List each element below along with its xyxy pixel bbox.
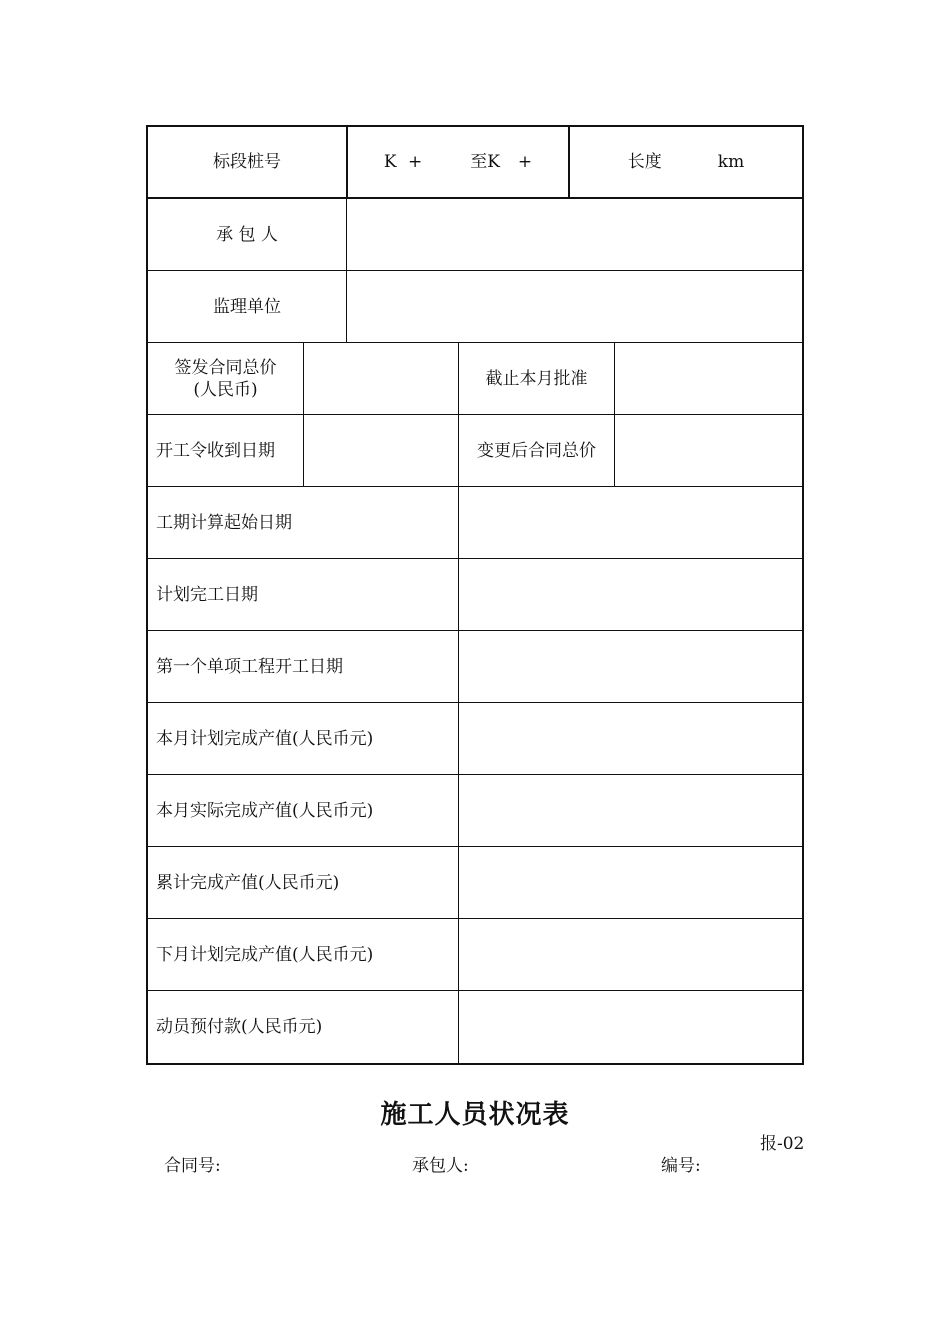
row-value-field[interactable] — [458, 847, 802, 918]
row-label: 工期计算起始日期 — [156, 512, 292, 533]
table-row — [148, 631, 802, 703]
supervisor-field[interactable] — [346, 271, 802, 342]
supervisor-row — [148, 271, 802, 343]
row-value-field[interactable] — [458, 487, 802, 558]
length-unit: km — [717, 152, 745, 172]
section-title: 施工人员状况表 — [380, 1100, 570, 1130]
start-order-date-label: 开工令收到日期 — [156, 440, 275, 461]
contractor-field[interactable] — [346, 199, 802, 270]
station-from: K + — [383, 152, 423, 172]
supervisor-label: 监理单位 — [213, 296, 281, 317]
row-value-field[interactable] — [458, 631, 802, 702]
length-field[interactable] — [568, 127, 802, 197]
row-label: 下月计划完成产值(人民币元) — [156, 944, 374, 965]
contractor-row — [148, 199, 802, 271]
changed-contract-price-field[interactable] — [614, 415, 802, 486]
table-row — [148, 991, 802, 1063]
start-order-date-field[interactable] — [303, 415, 458, 486]
approved-to-month-label: 截止本月批准 — [458, 343, 614, 414]
table-row — [148, 775, 802, 847]
contractor-label-footer: 承包人: — [412, 1156, 469, 1176]
approved-to-month-field[interactable] — [614, 343, 802, 414]
report-form-table — [146, 125, 804, 1065]
row-value-field[interactable] — [458, 919, 802, 990]
row-value-field[interactable] — [458, 775, 802, 846]
row-label: 本月计划完成产值(人民币元) — [156, 728, 374, 749]
row-label: 累计完成产值(人民币元) — [156, 872, 340, 893]
contract-price-label-line1: 签发合同总价 — [174, 357, 277, 378]
contract-price-label-line2: (人民币) — [193, 379, 258, 400]
station-to-prefix: 至K — [470, 152, 500, 172]
station-range-field[interactable] — [346, 127, 568, 197]
contract-price-label — [148, 343, 303, 414]
contractor-label: 承 包 人 — [216, 224, 278, 245]
segment-row — [148, 127, 802, 199]
row-label: 本月实际完成产值(人民币元) — [156, 800, 374, 821]
table-row — [148, 559, 802, 631]
length-label: 长度 — [627, 152, 662, 172]
table-row — [148, 487, 802, 559]
report-code: 报-02 — [760, 1134, 805, 1154]
station-to-plus: + — [517, 152, 533, 172]
segment-label: 标段桩号 — [213, 152, 281, 172]
row-label: 动员预付款(人民币元) — [156, 1017, 323, 1037]
row-label: 计划完工日期 — [156, 584, 258, 605]
table-row — [148, 703, 802, 775]
row-value-field[interactable] — [458, 559, 802, 630]
contract-no-label: 合同号: — [164, 1156, 221, 1176]
contract-price-row — [148, 343, 802, 415]
changed-contract-price-label: 变更后合同总价 — [458, 415, 614, 486]
row-value-field[interactable] — [458, 703, 802, 774]
start-order-row — [148, 415, 802, 487]
row-label: 第一个单项工程开工日期 — [156, 656, 343, 677]
table-row — [148, 847, 802, 919]
serial-no-label: 编号: — [661, 1156, 701, 1176]
contract-price-field[interactable] — [303, 343, 458, 414]
table-row — [148, 919, 802, 991]
row-value-field[interactable] — [458, 991, 802, 1063]
